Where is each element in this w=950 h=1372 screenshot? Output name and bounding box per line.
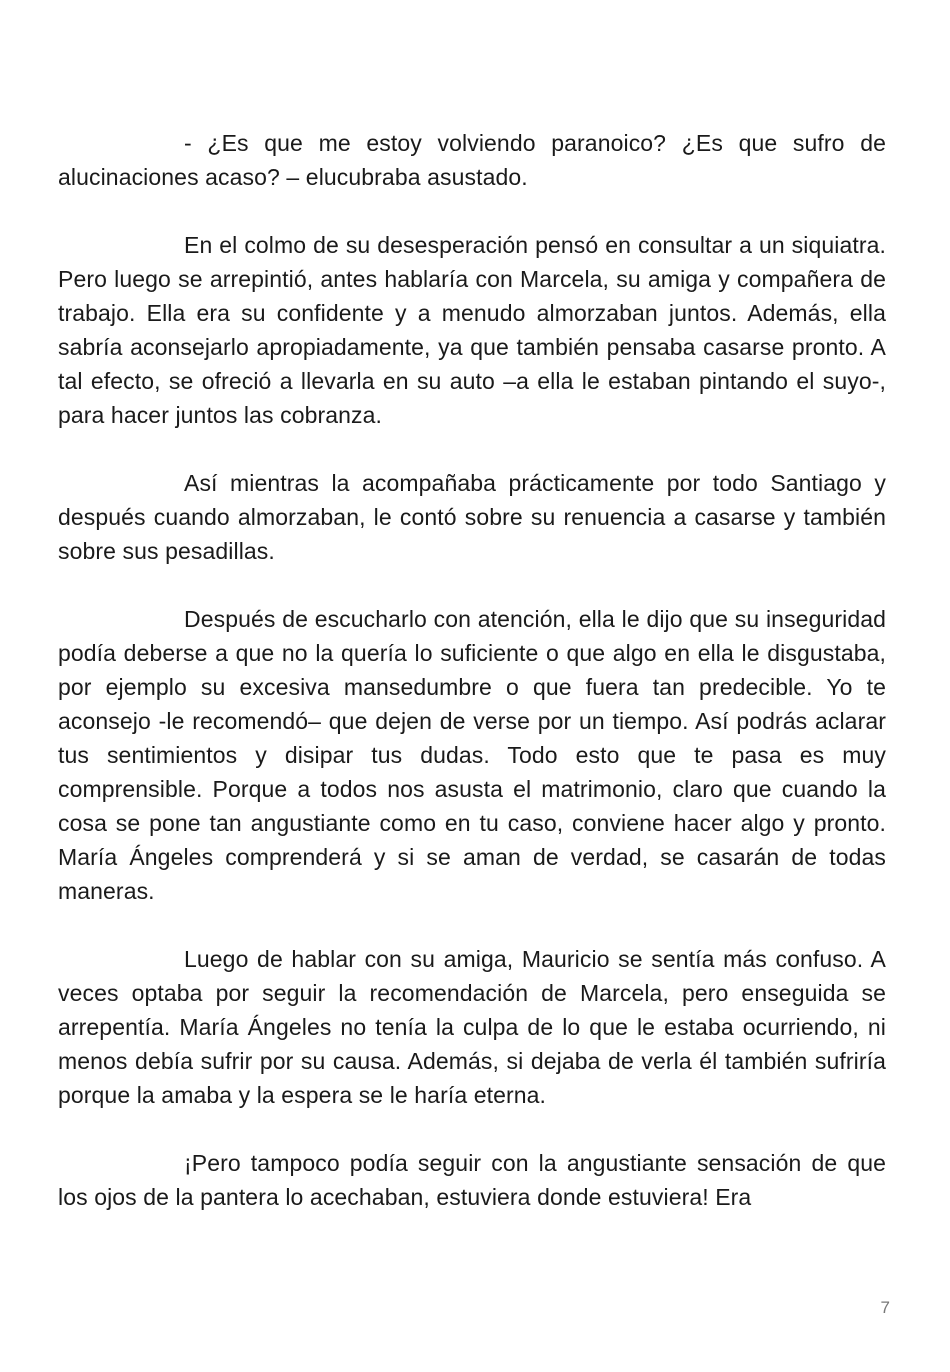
page-body	[58, 126, 886, 1214]
paragraph-1: - ¿Es que me estoy volviendo paranoico? ¿Es que sufro de alucinaciones acaso? – elucubraba asustado.	[58, 130, 886, 190]
paragraph-4: Después de escucharlo con atención, ella le dijo que su inseguridad podía deberse a que no la quería lo suficiente o que algo en ella le disgustaba, por ejemplo su excesiva mansedumbre o que fuera tan predecible. Yo te aconsejo -le recomendó– que dejen de verse por un tiempo. Así podrás aclarar tus sentimientos y disipar tus dudas. Todo esto que te pasa es muy comprensible. Porque a todos nos asusta el matrimonio, claro que cuando la cosa se pone tan angustiante como en tu caso, conviene hacer algo y pronto. María Ángeles comprenderá y si se aman de verdad, se casarán de todas maneras.	[58, 606, 886, 904]
paragraph-6: ¡Pero tampoco podía seguir con la angustiante sensación de que los ojos de la pantera lo acechaban, estuviera donde estuviera! Era	[58, 1150, 886, 1210]
paragraph-3: Así mientras la acompañaba prácticamente por todo Santiago y después cuando almorzaban, le contó sobre su renuencia a casarse y también sobre sus pesadillas.	[58, 470, 886, 564]
page-number: 7	[880, 1298, 890, 1317]
paragraph-5: Luego de hablar con su amiga, Mauricio se sentía más confuso. A veces optaba por seguir la recomendación de Marcela, pero enseguida se arrepentía. María Ángeles no tenía la culpa de lo que le estaba ocurriendo, ni menos debía sufrir por su causa. Además, si dejaba de verla él también sufriría porque la amaba y la espera se le haría eterna.	[58, 946, 886, 1108]
paragraph-2: En el colmo de su desesperación pensó en consultar a un siquiatra. Pero luego se arrepintió, antes hablaría con Marcela, su amiga y compañera de trabajo. Ella era su confidente y a menudo almorzaban juntos. Además, ella sabría aconsejarlo apropiadamente, ya que también pensaba casarse pronto. A tal efecto, se ofreció a llevarla en su auto –a ella le estaban pintando el suyo-, para hacer juntos las cobranza.	[58, 232, 886, 428]
